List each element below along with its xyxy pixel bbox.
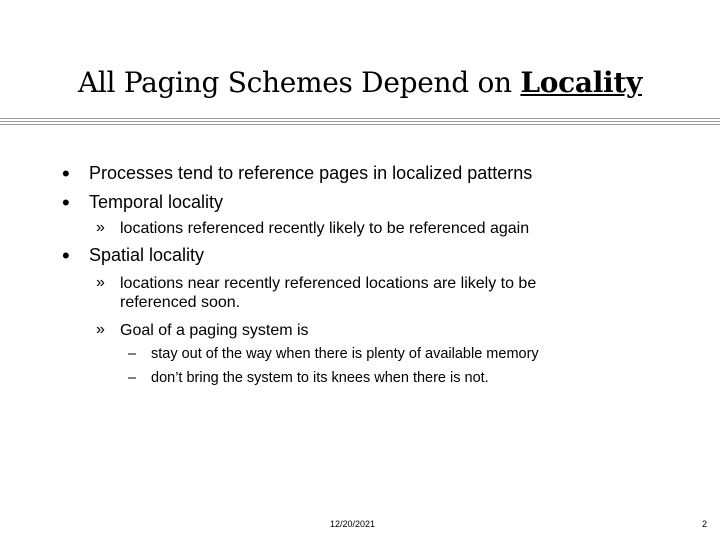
sub-sub-text: don’t bring the system to its knees when there is not.	[151, 370, 489, 386]
dash-marker: –	[128, 370, 137, 386]
title-emphasis: Locality	[520, 66, 642, 99]
bullet-marker: •	[62, 161, 70, 186]
sub-text-line: referenced soon.	[120, 294, 241, 311]
title-rule	[0, 121, 720, 122]
sub-marker: »	[96, 219, 105, 236]
sub-sub-text: stay out of the way when there is plenty of available memory	[151, 346, 539, 362]
dash-marker: –	[128, 346, 137, 362]
title-rule	[0, 118, 720, 119]
slide-title	[0, 66, 720, 99]
bullet-marker: •	[62, 190, 70, 215]
page-number: 2	[702, 519, 708, 529]
sub-text-line: locations near recently referenced locations are likely to be	[120, 275, 537, 292]
bullet-text: Processes tend to reference pages in localized patterns	[89, 163, 533, 183]
bullet-text: Temporal locality	[89, 192, 224, 212]
title-rule	[0, 124, 720, 125]
sub-marker: »	[96, 321, 105, 338]
footer-date: 12/20/2021	[330, 519, 376, 529]
sub-text: Goal of a paging system is	[120, 322, 309, 339]
title-prefix: All Paging Schemes Depend on	[77, 66, 521, 99]
sub-text	[120, 274, 536, 312]
sub-marker: »	[96, 274, 105, 291]
bullet-text: Spatial locality	[89, 245, 205, 265]
sub-text: locations referenced recently likely to be referenced again	[120, 220, 530, 237]
bullet-marker: •	[62, 243, 70, 268]
